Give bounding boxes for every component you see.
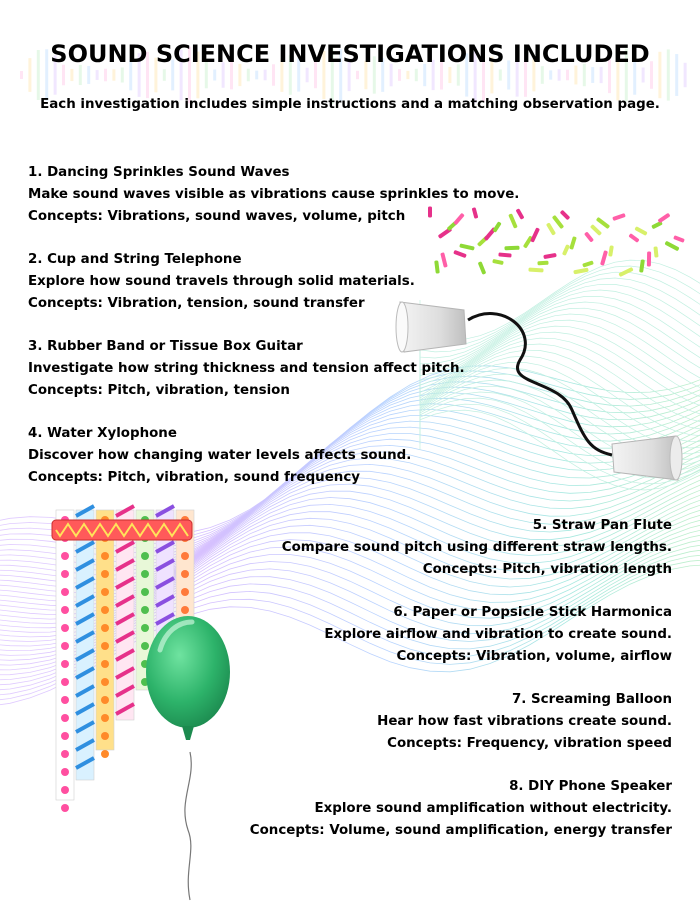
- investigation-4: [28, 423, 411, 489]
- investigation-heading: 6. Paper or Popsicle Stick Harmonica: [393, 605, 672, 620]
- investigation-heading: 4. Water Xylophone: [28, 426, 177, 441]
- investigation-concepts: Concepts: Volume, sound amplification, energy transfer: [249, 823, 672, 838]
- balloon-icon: [146, 616, 230, 900]
- investigation-concepts: Concepts: Vibration, volume, airflow: [396, 649, 672, 664]
- investigation-concepts: Concepts: Pitch, vibration length: [422, 562, 672, 577]
- investigation-description: Explore how sound travels through solid materials.: [28, 274, 415, 289]
- investigation-description: Compare sound pitch using different straw lengths.: [281, 540, 672, 555]
- investigation-3: [28, 336, 465, 402]
- investigation-concepts: Concepts: Pitch, vibration, sound frequency: [28, 470, 360, 485]
- investigation-concepts: Concepts: Vibrations, sound waves, volume, pitch: [28, 209, 406, 224]
- investigation-concepts: Concepts: Frequency, vibration speed: [387, 736, 672, 751]
- investigation-description: Make sound waves visible as vibrations cause sprinkles to move.: [28, 187, 520, 202]
- investigation-8: [250, 776, 672, 842]
- investigation-1: [28, 162, 519, 228]
- investigation-heading: 8. DIY Phone Speaker: [509, 779, 672, 794]
- investigation-description: Explore sound amplification without electricity.: [314, 801, 672, 816]
- investigation-heading: 1. Dancing Sprinkles Sound Waves: [28, 165, 290, 180]
- investigation-concepts: Concepts: Vibration, tension, sound transfer: [28, 296, 365, 311]
- investigation-concepts: Concepts: Pitch, vibration, tension: [28, 383, 290, 398]
- investigation-7: [377, 689, 672, 755]
- page-title: SOUND SCIENCE INVESTIGATIONS INCLUDED: [50, 40, 650, 68]
- investigation-2: [28, 249, 415, 315]
- page-subtitle: Each investigation includes simple instructions and a matching observation page.: [40, 97, 660, 112]
- investigation-description: Explore airflow and vibration to create sound.: [324, 627, 672, 642]
- investigation-description: Discover how changing water levels affects sound.: [28, 448, 412, 463]
- investigation-5: [282, 515, 672, 581]
- investigation-heading: 5. Straw Pan Flute: [532, 518, 672, 533]
- investigation-6: [324, 602, 672, 668]
- investigation-description: Investigate how string thickness and tension affect pitch.: [28, 361, 465, 376]
- investigation-heading: 7. Screaming Balloon: [511, 692, 672, 707]
- investigation-heading: 2. Cup and String Telephone: [28, 252, 242, 267]
- investigation-description: Hear how fast vibrations create sound.: [377, 714, 672, 729]
- investigation-heading: 3. Rubber Band or Tissue Box Guitar: [28, 339, 303, 354]
